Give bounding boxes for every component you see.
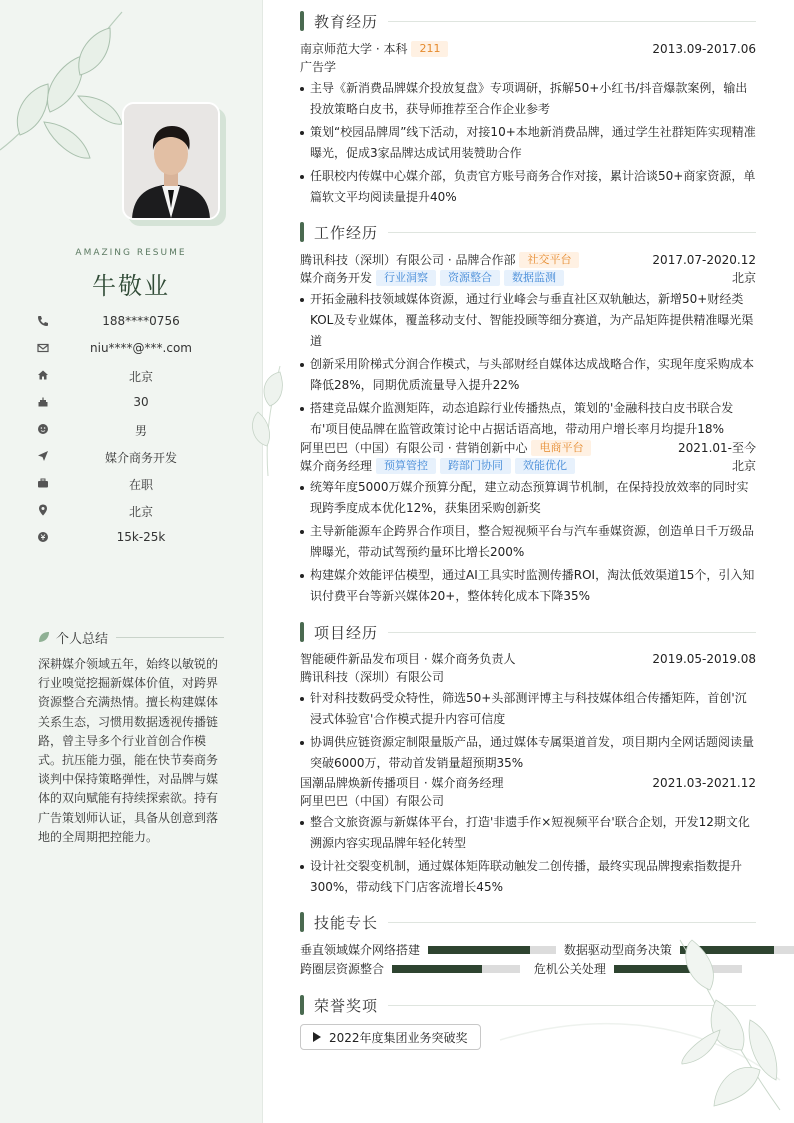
- award-item: [300, 1024, 481, 1050]
- info-phone: [36, 312, 226, 339]
- awards-section-header: [300, 994, 756, 1016]
- info-home: [36, 366, 226, 393]
- phone-icon: [36, 314, 50, 328]
- skill-tag: 数据监测: [504, 270, 564, 286]
- project-company: 腾讯科技（深圳）有限公司: [300, 670, 445, 684]
- sidebar: [0, 0, 263, 1123]
- list-item: 协调供应链资源定制限量版产品，通过媒体专属渠道首发，项目期内全网话题阅读量突破6000万，带动首发销量超预期35%: [300, 732, 756, 774]
- home-value: 北京: [128, 370, 153, 384]
- briefcase-icon: [36, 476, 50, 490]
- info-gender: [36, 420, 226, 447]
- company-tag: 社交平台: [519, 252, 579, 268]
- skill-tag: 行业洞察: [376, 270, 436, 286]
- project-entry: [300, 774, 756, 900]
- skill-level-bar: [680, 946, 774, 954]
- work-city: 北京: [731, 271, 756, 285]
- info-email: [36, 339, 226, 366]
- play-triangle-icon: [313, 1032, 321, 1042]
- company-tag: 电商平台: [531, 440, 591, 456]
- list-item: 主导新能源车企跨界合作项目，整合短视频平台与汽车垂媒资源，创造单日千万级品牌曝光，带动试驾预约量环比增长200%: [300, 521, 756, 563]
- skills-title: 技能专长: [314, 913, 379, 932]
- skill-level-bar: [392, 965, 482, 973]
- info-age: [36, 393, 226, 420]
- salary-value: 15k-25k: [116, 530, 166, 544]
- work-title: 工作经历: [314, 223, 379, 242]
- summary-text: 深耕媒介领域五年，始终以敏锐的行业嗅觉挖掘新媒体价值，对跨界资源整合充满热情。擅长构建媒体关系生态，习惯用数据透视传播链路，曾主导多个行业首创合作模式。抗压能力强，能在快节奏商务谈判中保持策略弹性，对品牌与媒体的双向赋能有持续探索欲。持有广告策划师认证，具备从创意到落地的全周期把控能力。: [38, 657, 219, 844]
- contact-info-list: [36, 312, 226, 555]
- project-name: 国潮品牌焕新传播项目 · 媒介商务经理: [300, 776, 504, 790]
- info-target-city: [36, 501, 226, 528]
- info-salary: [36, 528, 226, 555]
- candidate-name: 牛敬业: [92, 272, 170, 300]
- project-entry: [300, 650, 756, 776]
- education-title: 教育经历: [314, 12, 379, 31]
- skill-level-bar: [428, 946, 530, 954]
- salary-icon: [36, 530, 50, 544]
- list-item: 统筹年度5000万媒介预算分配，建立动态预算调节机制，在保持投放效率的同时实现跨季度成本优化12%，获集团采购创新奖: [300, 477, 756, 519]
- project-section-header: [300, 621, 756, 643]
- school-line: 南京师范大学 · 本科: [300, 42, 408, 56]
- education-date: 2013.09-2017.06: [652, 42, 756, 56]
- list-item: 搭建竞品媒介监测矩阵，动态追踪行业传播热点，策划的'金融科技白皮书联合发布'项目使品牌在监管政策讨论中占据话语高地，带动用户增长率月均提升18%: [300, 398, 756, 440]
- list-item: 主导《新消费品牌媒介投放复盘》专项调研，拆解50+小红书/抖音爆款案例，输出投放策略白皮书，获导师推荐至合作企业参考: [300, 78, 756, 120]
- leaf-decoration-icon: [0, 0, 140, 170]
- skill-name: 数据驱动型商务决策: [563, 943, 672, 957]
- school-tag: 211: [411, 41, 448, 57]
- list-item: 策划“校园品牌周”线下活动，对接10+本地新消费品牌，通过学生社群矩阵实现精准曝光，促成3家品牌达成试用装赞助合作: [300, 122, 756, 164]
- summary-section-header: [38, 627, 224, 647]
- skill-level-bar: [614, 965, 704, 973]
- cake-icon: [36, 395, 50, 409]
- gender-icon: [36, 422, 50, 436]
- age-value: 30: [133, 395, 149, 409]
- send-icon: [36, 449, 50, 463]
- list-item: 针对科技数码受众特性，筛选50+头部测评博主与科技媒体组合传播矩阵，首创'沉浸式体验官'合作模式提升内容可信度: [300, 688, 756, 730]
- education-section-header: [300, 10, 756, 32]
- education-entry: [300, 40, 756, 210]
- list-item: 整合文旅资源与新媒体平台，打造'非遗手作×短视频平台'联合企划，开发12期文化溯源内容实现品牌年轻化转型: [300, 812, 756, 854]
- project-company: 阿里巴巴（中国）有限公司: [300, 794, 445, 808]
- work-city: 北京: [731, 459, 756, 473]
- skill-item: [534, 960, 742, 978]
- leaf-icon: [38, 631, 50, 643]
- gender-value: 男: [134, 424, 147, 438]
- email-icon: [36, 341, 50, 355]
- skills-list: [300, 941, 794, 979]
- list-item: 开拓金融科技领域媒体资源，通过行业峰会与垂直社区双轨触达，新增50+财经类KOL及专业媒体，覆盖移动支付、智能投顾等细分赛道，为产品矩阵提供精准曝光渠道: [300, 289, 756, 352]
- target-job-value: 媒介商务开发: [104, 451, 177, 465]
- skill-name: 垂直领域媒介网络搭建: [300, 943, 421, 957]
- info-target-job: [36, 447, 226, 474]
- skill-name: 跨圈层资源整合: [300, 962, 385, 976]
- list-item: 设计社交裂变机制，通过媒体矩阵联动触发二创传播，最终实现品牌搜索指数提升300%，带动线下门店客流增长45%: [300, 856, 756, 898]
- info-status: [36, 474, 226, 501]
- company-line: 阿里巴巴（中国）有限公司 · 营销创新中心: [300, 441, 528, 455]
- resume-tagline: AMAZING RESUME: [75, 248, 187, 258]
- profile-photo: [122, 102, 220, 220]
- skill-item: [300, 960, 520, 978]
- skill-tag: 跨部门协同: [440, 458, 511, 474]
- phone-value: 188****0756: [102, 314, 180, 328]
- status-value: 在职: [128, 478, 153, 492]
- target-city-value: 北京: [128, 505, 153, 519]
- skill-tag: 效能优化: [515, 458, 575, 474]
- job-role: 媒介商务经理: [300, 459, 373, 473]
- avatar: [122, 102, 220, 220]
- project-date: 2021.03-2021.12: [652, 776, 756, 790]
- project-name: 智能硬件新品发布项目 · 媒介商务负责人: [300, 652, 516, 666]
- awards-title: 荣誉奖项: [314, 996, 379, 1015]
- skill-item: [564, 941, 794, 959]
- email-value: niu****@***.com: [90, 341, 192, 355]
- project-title: 项目经历: [314, 623, 379, 642]
- summary-title: 个人总结: [56, 631, 109, 647]
- work-date: 2017.07-2020.12: [652, 253, 756, 267]
- job-role: 媒介商务开发: [300, 271, 373, 285]
- work-entry: [300, 251, 756, 442]
- home-icon: [36, 368, 50, 382]
- skill-name: 危机公关处理: [533, 962, 606, 976]
- location-pin-icon: [36, 503, 50, 517]
- work-entry: [300, 439, 756, 609]
- skill-item: [300, 941, 556, 959]
- project-date: 2019.05-2019.08: [652, 652, 756, 666]
- person-portrait-icon: [124, 104, 218, 218]
- list-item: 创新采用阶梯式分润合作模式，与头部财经自媒体达成战略合作，实现年度采购成本降低28%，同期优质流量导入提升22%: [300, 354, 756, 396]
- skill-tag: 预算管控: [376, 458, 436, 474]
- leaf-decoration-icon: [240, 366, 300, 476]
- major: 广告学: [300, 60, 337, 74]
- list-item: 任职校内传媒中心媒介部，负责官方账号商务合作对接，累计洽谈50+商家资源，单篇软文平均阅读量提升40%: [300, 166, 756, 208]
- award-name: 2022年度集团业务突破奖: [329, 1030, 468, 1045]
- work-date: 2021.01-至今: [678, 441, 756, 455]
- company-line: 腾讯科技（深圳）有限公司 · 品牌合作部: [300, 253, 516, 267]
- work-section-header: [300, 221, 756, 243]
- skills-section-header: [300, 911, 756, 933]
- list-item: 构建媒介效能评估模型，通过AI工具实时监测传播ROI，淘汰低效渠道15个，引入知识付费平台等新兴媒体20+，整体转化成本下降35%: [300, 565, 756, 607]
- skill-tag: 资源整合: [440, 270, 500, 286]
